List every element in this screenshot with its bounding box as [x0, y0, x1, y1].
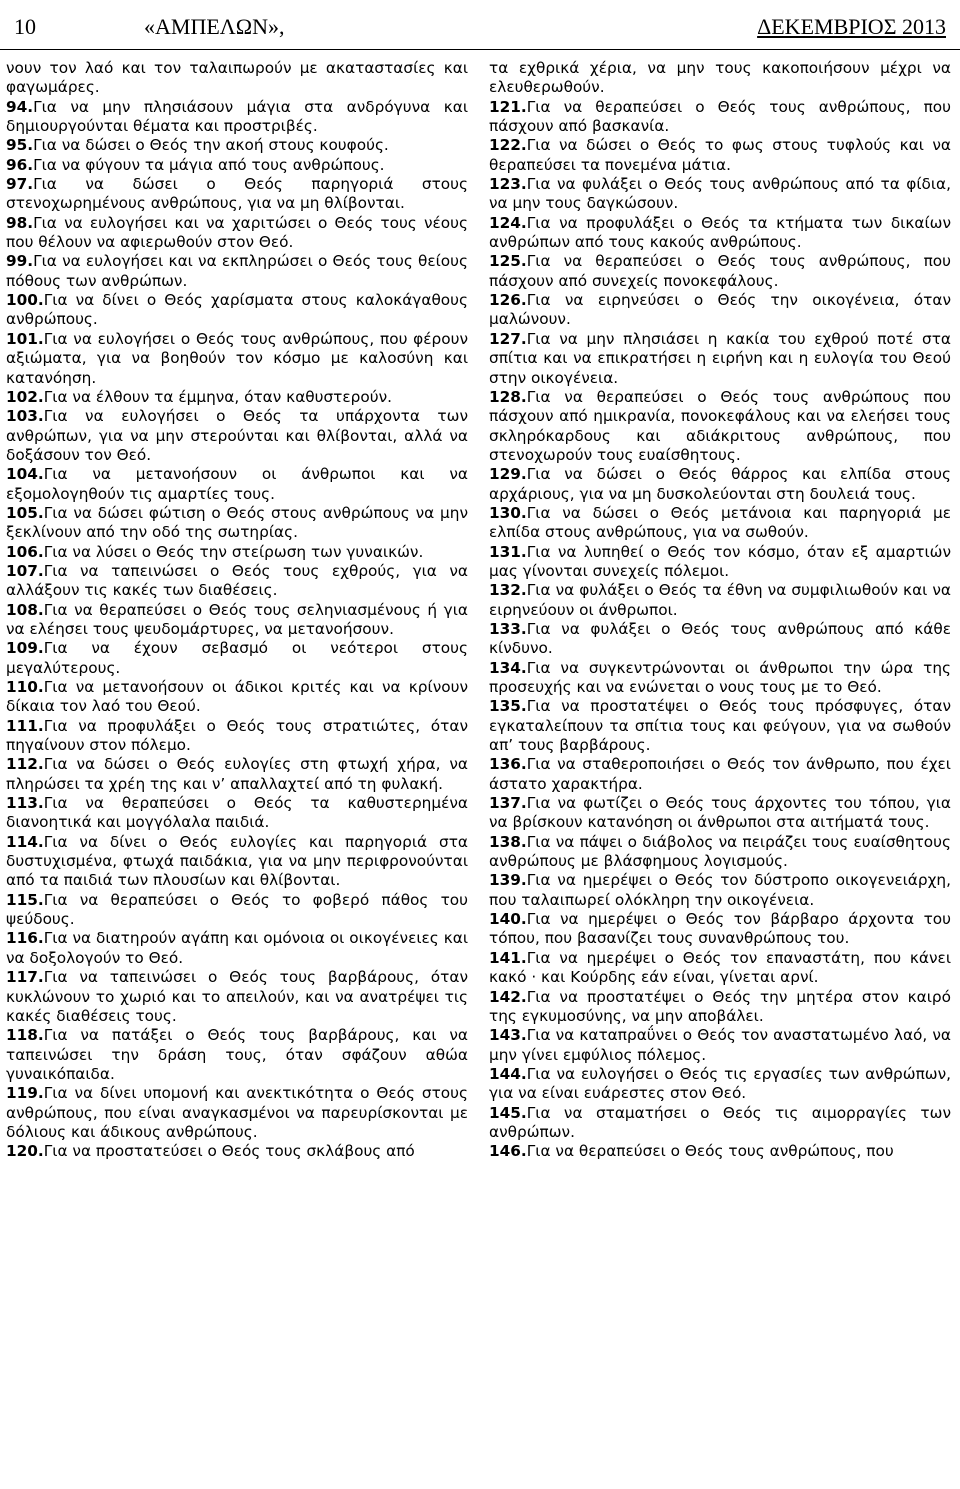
- prayer-item: [489, 388, 951, 465]
- prayer-item: [6, 291, 468, 330]
- item-number: 138.: [489, 832, 527, 851]
- item-text: Για να σταματήσει ο Θεός τις αιμορραγίες των ανθρώπων.: [489, 1103, 951, 1141]
- item-number: 110.: [6, 678, 44, 696]
- item-number: 136.: [489, 755, 527, 774]
- prayer-item: [489, 949, 951, 988]
- prayer-item: [489, 794, 951, 833]
- item-number: 114.: [6, 832, 44, 851]
- item-number: 122.: [489, 136, 527, 155]
- prayer-item: [6, 891, 468, 930]
- item-number: 146.: [489, 1142, 527, 1161]
- prayer-item: [489, 1142, 951, 1161]
- prayer-item: [489, 910, 951, 949]
- item-number: 101.: [6, 329, 44, 348]
- item-number: 113.: [6, 794, 44, 813]
- item-text: Για να προστατέψει ο Θεός τους πρόσφυγες, όταν εγκαταλείπουν τα σπίτια τους και φεύγουν, για να σωθούν απ’ τους βαρβάρους.: [489, 697, 951, 755]
- item-number: 102.: [6, 387, 44, 406]
- item-text: Για να λύσει ο Θεός την στείρωση των γυναικών.: [43, 542, 424, 561]
- item-text: Για να φυλάξει ο Θεός τους ανθρώπους από τα φίδια, να μην τους δαγκώσουν.: [489, 175, 951, 213]
- prayer-item: [489, 1065, 951, 1104]
- prayer-item: [489, 504, 951, 543]
- prayer-item: [6, 465, 468, 504]
- item-number: 141.: [489, 948, 527, 967]
- item-number: 137.: [489, 794, 527, 813]
- item-text: Για να προστατέψει ο Θεός την μητέρα στον καιρό της εγκυμοσύνης, να μην αποβάλει.: [489, 987, 951, 1025]
- item-number: 142.: [489, 987, 527, 1006]
- item-text: Για να συγκεντρώνονται οι άνθρωποι την ώρα της προσευχής και να ενώνεται ο νους τους με το Θεό.: [489, 658, 951, 696]
- item-text: Για να δίνει ο Θεός ευλογίες και παρηγοριά στα δυστυχισμένα, φτωχά παιδάκια, για να μην περιφρονούνται από τα παιδιά των πλουσίων και θλίβονται.: [6, 832, 468, 890]
- prayer-item: [6, 330, 468, 388]
- journal-title: «ΑΜΠΕΛΩΝ»,: [144, 14, 285, 39]
- item-number: 139.: [489, 871, 527, 890]
- prayer-item: [489, 581, 951, 620]
- item-text: Για να ημερέψει ο Θεός τον επαναστάτη, που κάνει κακό · και Κούρδης εάν είναι, γίνεται αρνί.: [489, 948, 951, 987]
- item-text: Για να ευλογήσει ο Θεός τα υπάρχοντα των ανθρώπων, για να μην στερούνται και θλίβονται, αλλά να δοξάσουν τον Θεό.: [6, 407, 468, 464]
- item-number: 127.: [489, 329, 527, 348]
- item-text: Για να θεραπεύσει ο Θεός τους ανθρώπους, που: [526, 1142, 894, 1161]
- item-number: 121.: [489, 97, 527, 116]
- prayer-item: [489, 175, 951, 214]
- item-number: 135.: [489, 697, 527, 716]
- prayer-item: [6, 388, 468, 407]
- item-text: Για να θεραπεύσει ο Θεός το φοβερό πάθος του ψεύδους.: [6, 890, 468, 929]
- prayer-item: [489, 1104, 951, 1143]
- prayer-item: [6, 156, 468, 175]
- prayer-item: [6, 678, 468, 717]
- item-number: 119.: [6, 1084, 44, 1103]
- item-text: Για να πάψει ο διάβολος να πειράζει τους ευαίσθητους ανθρώπους με βλάσφημους λογισμούς.: [489, 832, 951, 871]
- item-number: 125.: [489, 252, 527, 271]
- item-text: Για να καταπραΰνει ο Θεός τον αναστατωμένο λαό, να μην γίνει εμφύλιος πόλεμος.: [489, 1026, 951, 1064]
- prayer-item: [489, 98, 951, 137]
- item-number: 134.: [489, 658, 527, 677]
- prayer-item: [489, 988, 951, 1027]
- prayer-item: [489, 252, 951, 291]
- left-column: [6, 59, 468, 1484]
- prayer-item: [6, 504, 468, 543]
- item-text: Για να δώσει ο Θεός το φως στους τυφλούς και να θεραπεύσει τα πονεμένα μάτια.: [489, 136, 951, 174]
- item-text: Για να διατηρούν αγάπη και ομόνοια οι οικογένειες και να δοξολογούν το Θεό.: [6, 929, 468, 967]
- prayer-item: [489, 136, 951, 175]
- continued-text: τα εχθρικά χέρια, να μην τους κακοποιήσουν μέχρι να ελευθερωθούν.: [489, 59, 951, 97]
- item-text: Για να θεραπεύσει ο Θεός τα καθυστερημένα διανοητικά και μογγόλαλα παιδιά.: [6, 794, 468, 832]
- item-number: 143.: [489, 1026, 527, 1045]
- item-text: Για να δίνει ο Θεός χαρίσματα στους καλοκάγαθους ανθρώπους.: [6, 291, 468, 329]
- item-number: 98.: [6, 213, 34, 232]
- item-number: 117.: [6, 968, 44, 987]
- item-text: Για να ημερέψει ο Θεός τον δύστροπο οικογενειάρχη, που ταλαιπωρεί ολόκληρη την οικογένεια.: [489, 871, 951, 909]
- prayer-item: [489, 214, 951, 253]
- item-text: Για να ταπεινώσει ο Θεός τους βαρβάρους, όταν κυκλώνουν το χωριό και το απειλούν, και να ανατρέψει τις κακές διαθέσεις τους.: [6, 968, 468, 1025]
- item-text: Για να προστατεύσει ο Θεός τους σκλάβους από: [43, 1142, 415, 1161]
- item-number: 95.: [6, 136, 34, 155]
- item-text: Για να προφυλάξει ο Θεός τους στρατιώτες, όταν πηγαίνουν στον πόλεμο.: [6, 716, 468, 755]
- item-number: 96.: [6, 155, 34, 174]
- item-number: 100.: [6, 291, 44, 310]
- prayer-item: [6, 1026, 468, 1084]
- item-number: 126.: [489, 291, 527, 310]
- item-number: 105.: [6, 503, 44, 522]
- prayer-item: [6, 717, 468, 756]
- prayer-item: [489, 833, 951, 872]
- prayer-item: [6, 1142, 468, 1161]
- item-text: Για να ευλογήσει ο Θεός τις εργασίες των ανθρώπων, για να είναι ευάρεστες στον Θεό.: [489, 1064, 951, 1103]
- prayer-item: [6, 407, 468, 465]
- item-text: Για να δώσει ο Θεός ευλογίες στη φτωχή χήρα, να πληρώσει τα χρέη της και ν’ απαλλαχτεί από τη φυλακή.: [6, 755, 468, 793]
- prayer-item: [6, 175, 468, 214]
- item-text: Για να λυπηθεί ο Θεός τον κόσμο, όταν εξ αμαρτιών μας γίνονται συνεχείς πόλεμοι.: [489, 542, 951, 580]
- item-number: 107.: [6, 561, 44, 580]
- item-text: Για να έχουν σεβασμό οι νεότεροι στους μεγαλύτερους.: [6, 639, 468, 677]
- item-number: 115.: [6, 890, 44, 909]
- item-text: Για να μην πλησιάσουν μάγια στα ανδρόγυνα και δημιουργούνται θέματα και προστριβές.: [6, 97, 468, 136]
- prayer-item: [6, 968, 468, 1026]
- item-number: 116.: [6, 929, 44, 948]
- prayer-item: [489, 697, 951, 755]
- item-text: Για να ευλογήσει ο Θεός τους ανθρώπους, που φέρουν αξιώματα, για να βοηθούν τον κόσμο με καλοσύνη και κατανόηση.: [6, 329, 468, 387]
- prayer-item: [6, 755, 468, 794]
- item-number: 140.: [489, 910, 527, 929]
- item-text: Για να ταπεινώσει ο Θεός τους εχθρούς, για να αλλάξουν τις κακές των διαθέσεις.: [6, 561, 468, 600]
- item-text: Για να ευλογήσει και να χαριτώσει ο Θεός τους νέους που θέλουν να αφιερωθούν στον Θεό.: [6, 213, 468, 252]
- item-number: 94.: [6, 97, 34, 116]
- prayer-item: [489, 330, 951, 388]
- item-number: 118.: [6, 1026, 44, 1045]
- item-text: Για να δώσει ο Θεός την ακοή στους κουφούς.: [33, 136, 389, 155]
- issue-date: ΔΕΚΕΜΒΡΙΟΣ 2013: [757, 14, 946, 39]
- item-text: Για να φύγουν τα μάγια από τους ανθρώπους.: [33, 155, 385, 174]
- prayer-item: [6, 543, 468, 562]
- page-number: 10: [14, 14, 36, 39]
- item-text: Για να φυλάξει ο Θεός τους ανθρώπους από κάθε κίνδυνο.: [489, 619, 951, 658]
- item-text: Για να ειρηνεύσει ο Θεός την οικογένεια, όταν μαλώνουν.: [489, 291, 951, 329]
- item-text: Για να δώσει ο Θεός μετάνοια και παρηγοριά με ελπίδα στους ανθρώπους, για να σωθούν.: [489, 503, 951, 542]
- item-number: 103.: [6, 407, 44, 426]
- prayer-item: [6, 1084, 468, 1142]
- prayer-item: [6, 601, 468, 640]
- item-number: 108.: [6, 600, 44, 619]
- item-text: Για να δώσει φώτιση ο Θεός στους ανθρώπους να μην ξεκλίνουν από την οδό της σωτηρίας.: [6, 503, 468, 542]
- item-text: Για να μετανοήσουν οι άνθρωποι και να εξομολογηθούν τις αμαρτίες τους.: [6, 465, 468, 503]
- item-text: Για να φωτίζει ο Θεός τους άρχοντες του τόπου, για να βρίσκουν κατανόηση οι άνθρωποι στα αιτήματά τους.: [489, 794, 951, 832]
- item-text: Για να θεραπεύσει ο Θεός τους ανθρώπους, που πάσχουν από συνεχείς πονοκεφάλους.: [489, 252, 951, 290]
- item-text: Για να προφυλάξει ο Θεός τα κτήματα των δικαίων ανθρώπων από τους κακούς ανθρώπους.: [489, 213, 951, 252]
- item-text: Για να μετανοήσουν οι άδικοι κριτές και να κρίνουν δίκαια τον λαό του Θεού.: [6, 678, 468, 716]
- item-number: 97.: [6, 175, 34, 194]
- item-text: Για να ευλογήσει και να εκπληρώσει ο Θεός τους θείους πόθους των ανθρώπων.: [6, 252, 468, 290]
- prayer-item: [6, 252, 468, 291]
- item-number: 112.: [6, 755, 44, 774]
- item-number: 109.: [6, 639, 44, 658]
- prayer-item: [6, 833, 468, 891]
- item-number: 104.: [6, 465, 44, 484]
- item-text: Για να μην πλησιάσει η κακία του εχθρού ποτέ στα σπίτια και να επικρατήσει η ειρήνη και η ευλογία του Θεού στην οικογένεια.: [489, 329, 951, 387]
- item-number: 111.: [6, 716, 44, 735]
- item-number: 99.: [6, 252, 34, 271]
- prayer-item: [489, 543, 951, 582]
- prayer-item: [6, 562, 468, 601]
- item-number: 128.: [489, 387, 527, 406]
- prayer-item: [6, 136, 468, 155]
- right-column: [489, 59, 951, 1484]
- item-text: Για να έλθουν τα έμμηνα, όταν καθυστερούν.: [43, 387, 392, 406]
- item-text: Για να φυλάξει ο Θεός τα έθνη να συμφιλιωθούν και να ειρηνεύουν οι άνθρωποι.: [489, 581, 951, 619]
- prayer-item: [489, 1026, 951, 1065]
- item-number: 123.: [489, 175, 527, 194]
- item-number: 145.: [489, 1103, 527, 1122]
- prayer-item: [489, 755, 951, 794]
- item-text: Για να δώσει ο Θεός παρηγοριά στους στενοχωρημένους ανθρώπους, για να μη θλίβονται.: [6, 175, 468, 213]
- item-number: 131.: [489, 542, 527, 561]
- item-text: Για να δίνει υπομονή και ανεκτικότητα ο Θεός στους ανθρώπους, που είναι αναγκασμένοι να παρευρίσκονται με δόλιους και άδικους ανθρώπους.: [6, 1084, 468, 1141]
- prayer-item: [489, 291, 951, 330]
- item-text: Για να θεραπεύσει ο Θεός τους σεληνιασμένους ή για να ελέησει τους ψευδομάρτυρες, να μετανοήσουν.: [6, 600, 468, 638]
- item-number: 106.: [6, 542, 44, 561]
- item-text: Για να θεραπεύσει ο Θεός τους ανθρώπους που πάσχουν από ημικρανία, πονοκεφάλους και να ελεήσει τους σκληρόκαρδους και αδιάκριτους ανθρώπους, που στενοχωρούν τους ευαίσθητους.: [489, 387, 951, 464]
- item-number: 130.: [489, 503, 527, 522]
- prayer-item: [489, 620, 951, 659]
- item-text: Για να ημερέψει ο Θεός τον βάρβαρο άρχοντα του τόπου, που βασανίζει τους συνανθρώπους του.: [489, 910, 951, 948]
- prayer-item: [489, 659, 951, 698]
- item-number: 132.: [489, 581, 527, 600]
- item-text: Για να πατάξει ο Θεός τους βαρβάρους, και να ταπεινώσει την δράση τους, όταν σφάζουν αθώα γυναικόπαιδα.: [6, 1026, 468, 1083]
- item-text: Για να δώσει ο Θεός θάρρος και ελπίδα στους αρχάριους, για να μη δυσκολεύονται στη δουλειά τους.: [489, 465, 951, 503]
- prayer-item: [6, 929, 468, 968]
- page-header: [0, 0, 960, 50]
- item-number: 129.: [489, 465, 527, 484]
- prayer-item: [6, 794, 468, 833]
- item-number: 120.: [6, 1142, 44, 1161]
- item-number: 133.: [489, 619, 527, 638]
- item-number: 124.: [489, 213, 527, 232]
- item-number: 144.: [489, 1064, 527, 1083]
- prayer-item: [6, 98, 468, 137]
- prayer-item: [6, 214, 468, 253]
- item-text: Για να θεραπεύσει ο Θεός τους ανθρώπους, που πάσχουν από βασκανία.: [489, 97, 951, 136]
- continued-text: νουν τον λαό και τον ταλαιπωρούν με ακαταστασίες και φαγωμάρες.: [6, 59, 468, 97]
- prayer-item: [6, 639, 468, 678]
- prayer-item: [489, 871, 951, 910]
- item-text: Για να σταθεροποιήσει ο Θεός τον άνθρωπο, που έχει άστατο χαρακτήρα.: [489, 755, 951, 793]
- prayer-item: [489, 465, 951, 504]
